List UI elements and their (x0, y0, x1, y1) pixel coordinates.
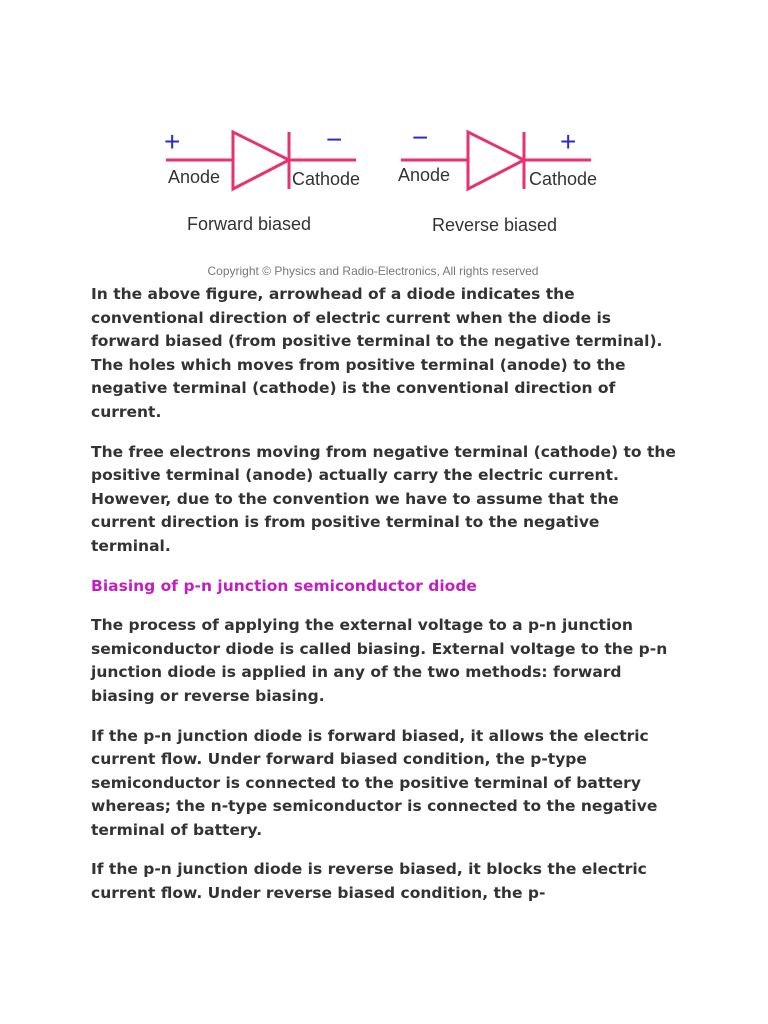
section-heading-biasing: Biasing of p-n junction semiconductor diode (91, 576, 477, 595)
reverse-anode-label: Anode (398, 165, 451, 185)
reverse-diode-triangle (468, 132, 524, 189)
forward-biased-caption: Forward biased (187, 214, 312, 234)
article-body (91, 283, 681, 922)
reverse-negative-sign: − (412, 122, 429, 153)
reverse-cathode-label: Cathode (529, 169, 598, 189)
forward-cathode-label: Cathode (292, 169, 361, 189)
paragraph-forward-biased: If the p-n junction diode is forward biased, it allows the electric current flow. Under forward biased condition, the p-type semiconductor is connected to the positive terminal of battery whereas; the n-type semiconductor is connected to the negative terminal of battery. (91, 726, 658, 839)
forward-negative-sign: − (326, 124, 343, 155)
forward-diode-triangle (233, 132, 289, 189)
diode-biasing-figure (0, 0, 768, 285)
reverse-positive-sign: + (560, 126, 577, 157)
paragraph-free-electrons: The free electrons moving from negative terminal (cathode) to the positive terminal (anode) actually carry the electric current. However, due to the convention we have to assume that the current direction is from positive terminal to the negative terminal. (91, 442, 676, 555)
reverse-biased-caption: Reverse biased (432, 215, 558, 235)
copyright-notice: Copyright © Physics and Radio-Electronics, All rights reserved (207, 264, 539, 278)
forward-positive-sign: + (164, 126, 181, 157)
forward-anode-label: Anode (168, 167, 221, 187)
paragraph-reverse-biased: If the p-n junction diode is reverse biased, it blocks the electric current flow. Under reverse biased condition, the p- (91, 860, 647, 903)
paragraph-biasing-process: The process of applying the external voltage to a p-n junction semiconductor diode is called biasing. External voltage to the p-n junction diode is applied in any of the two methods: forward biasing or reverse biasing. (91, 616, 668, 705)
diode-symbols-svg (0, 0, 768, 285)
paragraph-arrowhead-direction: In the above figure, arrowhead of a diode indicates the conventional direction of electric current when the diode is forward biased (from positive terminal to the negative terminal). The holes which moves from positive terminal (anode) to the negative terminal (cathode) is the conventional direction of current. (91, 285, 663, 421)
